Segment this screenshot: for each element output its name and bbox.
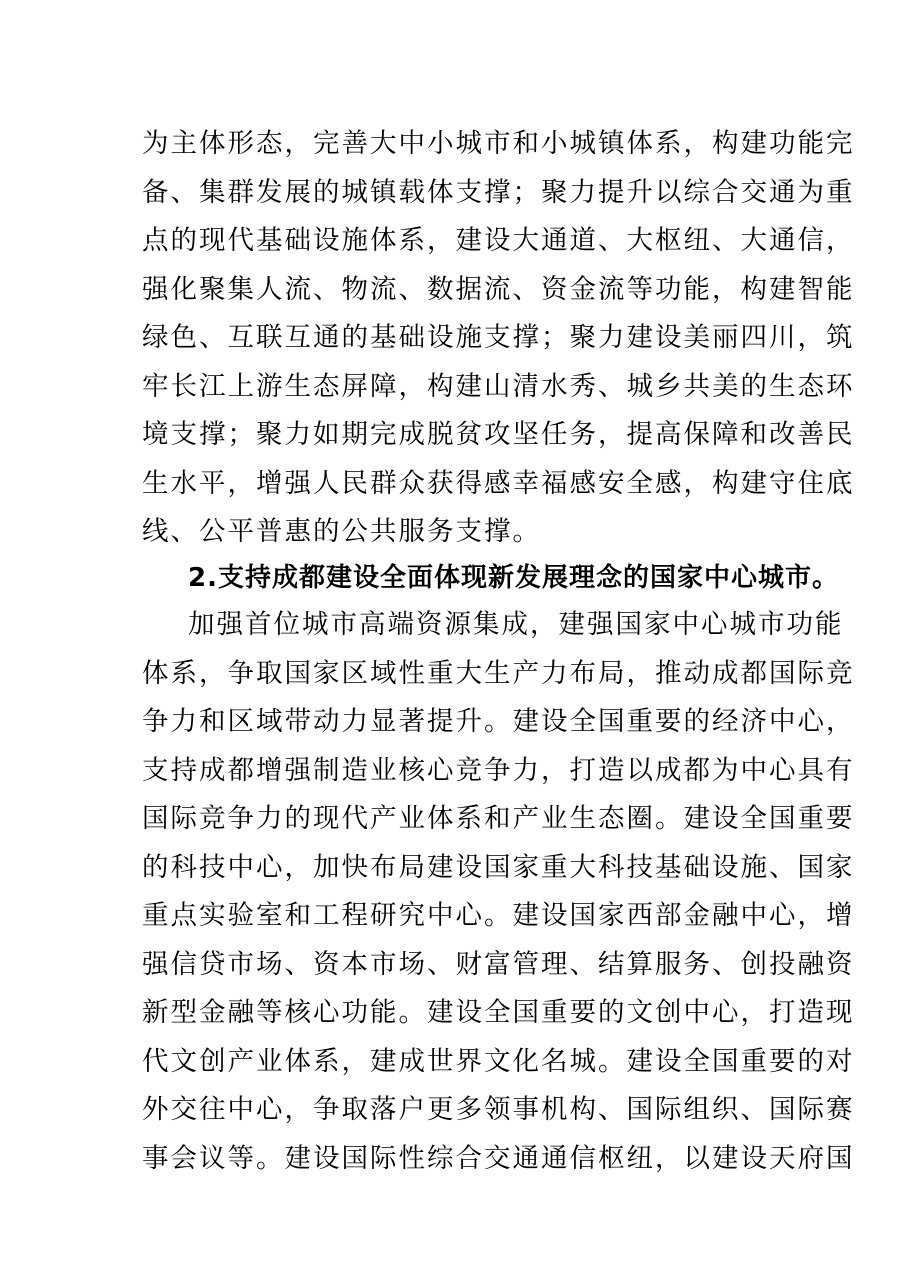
paragraph2-line-6: 的科技中心，加快布局建设国家重大科技基础设施、国家 — [142, 851, 855, 883]
paragraph1-line-1: 为主体形态，完善大中小城市和小城镇体系，构建功能完 — [142, 128, 855, 159]
paragraph2-line-1: 加强首位城市高端资源集成，建强国家中心城市功能 — [188, 609, 844, 640]
paragraph1-line-4: 强化聚集人流、物流、数据流、资金流等功能，构建智能 — [142, 273, 855, 305]
paragraph2-line-5: 国际竞争力的现代产业体系和产业生态圈。建设全国重要 — [142, 803, 855, 834]
paragraph2-line-7: 重点实验室和工程研究中心。建设国家西部金融中心，增 — [142, 900, 855, 931]
section-heading: 2.支持成都建设全面体现新发展理念的国家中心城市。 — [188, 563, 839, 593]
paragraph2-line-9: 新型金融等核心功能。建设全国重要的文创中心，打造现 — [142, 997, 855, 1028]
paragraph2-line-4: 支持成都增强制造业核心竞争力，打造以成都为中心具有 — [142, 754, 855, 786]
paragraph1-line-3: 点的现代基础设施体系，建设大通道、大枢纽、大通信， — [142, 225, 855, 256]
paragraph2-line-8: 强信贷市场、资本市场、财富管理、结算服务、创投融资 — [142, 948, 855, 980]
paragraph1-line-7: 境支撑；聚力如期完成脱贫攻坚任务，提高保障和改善民 — [142, 419, 855, 450]
paragraph1-line-5: 绿色、互联互通的基础设施支撑；聚力建设美丽四川，筑 — [142, 322, 855, 353]
paragraph1-line-6: 牢长江上游生态屏障，构建山清水秀、城乡共美的生态环 — [142, 370, 855, 402]
paragraph2-line-2: 体系，争取国家区域性重大生产力布局，推动成都国际竞 — [142, 657, 855, 689]
paragraph2-line-11: 外交往中心，争取落户更多领事机构、国际组织、国际赛 — [142, 1094, 855, 1125]
paragraph1-line-2: 备、集群发展的城镇载体支撑；聚力提升以综合交通为重 — [142, 176, 855, 208]
paragraph2-line-10: 代文创产业体系，建成世界文化名城。建设全国重要的对 — [142, 1045, 855, 1077]
paragraph2-line-12: 事会议等。建设国际性综合交通通信枢纽，以建设天府国 — [142, 1142, 855, 1174]
paragraph2-line-3: 争力和区域带动力显著提升。建设全国重要的经济中心， — [142, 706, 855, 737]
paragraph1-line-8: 生水平，增强人民群众获得感幸福感安全感，构建守住底 — [142, 467, 855, 499]
paragraph1-line-9: 线、公平普惠的公共服务支撑。 — [142, 516, 541, 547]
